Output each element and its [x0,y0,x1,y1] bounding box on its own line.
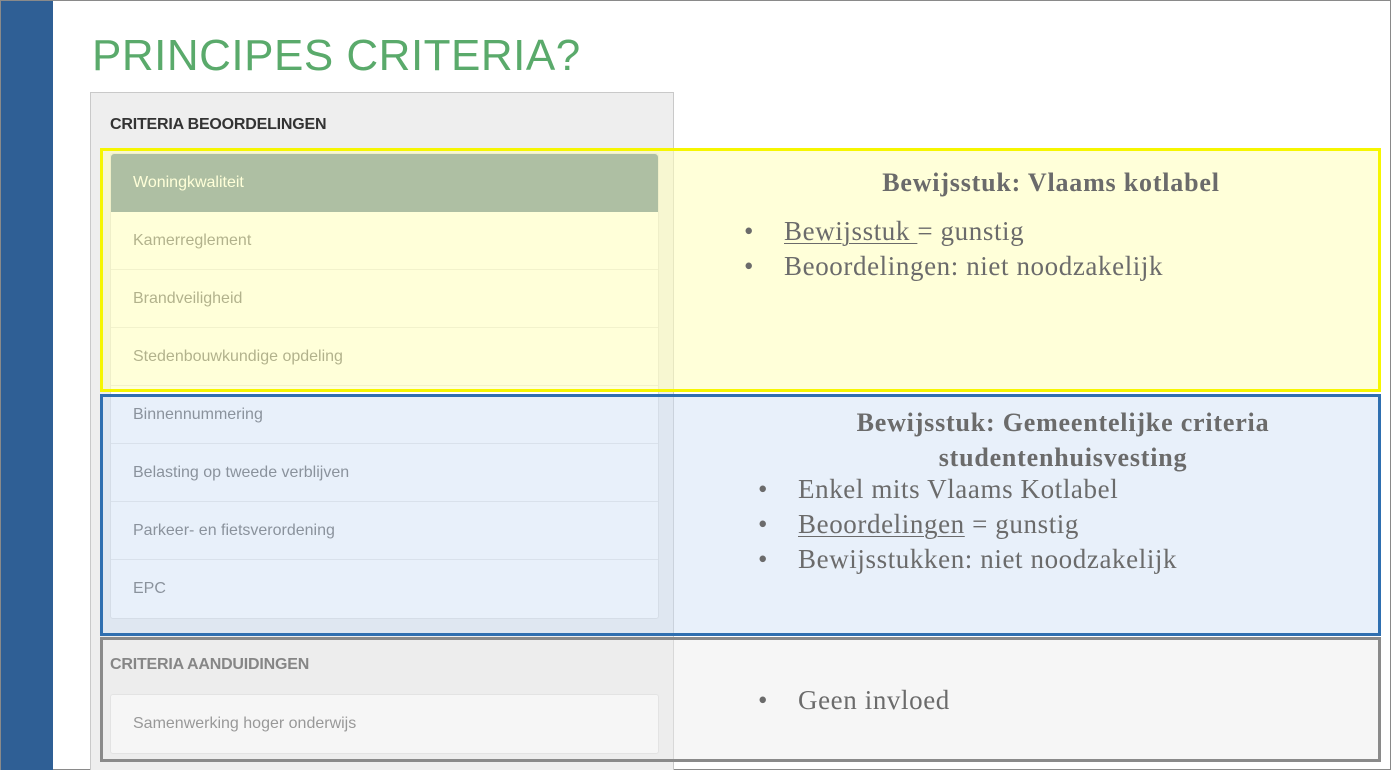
kotlabel-note-title: Bewijsstuk: Vlaams kotlabel [882,168,1220,197]
list-item-samenwerking-hoger-onderwijs[interactable]: Samenwerking hoger onderwijs [133,715,357,732]
gemeentelijke-criteria-bullets [758,472,1177,577]
bullet-item [744,249,1163,284]
bullet-text: Beoordelingen: niet noodzakelijk [784,251,1164,281]
bullet-text: Geen invloed [798,685,950,715]
highlight-box-gray [100,637,1381,762]
bullet-icon: • [744,216,755,246]
bullet-item [744,214,1163,249]
note-title-line: Bewijsstuk: Gemeentelijke criteria [856,408,1270,437]
slide-title: PRINCIPES CRITERIA? [92,31,581,80]
bullet-text: Enkel mits Vlaams Kotlabel [798,474,1119,504]
bullet-icon: • [758,509,769,539]
bullet-underlined-text: Bewijsstuk [784,216,918,246]
gemeentelijke-criteria-note-title [763,405,1363,475]
list-item-binnennummering[interactable]: Binnennummering [111,386,658,444]
list-item-belasting-tweede-verblijven[interactable]: Belasting op tweede verblijven [111,444,658,502]
bullet-text: = gunstig [917,216,1025,246]
bullet-icon: • [758,474,769,504]
list-item-parkeer-fietsverordening[interactable]: Parkeer- en fietsverordening [111,502,658,560]
bullet-underlined-text: Beoordelingen [798,509,965,539]
kotlabel-bullets [744,214,1163,284]
aanduidingen-bullets [758,683,950,718]
criteria-aanduidingen-heading: CRITERIA AANDUIDINGEN [110,656,310,673]
list-item-epc[interactable]: EPC [133,580,166,597]
bullet-icon: • [758,544,769,574]
accent-bar [1,1,53,770]
bullet-item [758,542,1177,577]
criteria-beoordelingen-heading: CRITERIA BEOORDELINGEN [110,116,327,133]
bullet-icon: • [758,685,769,715]
bullet-text: = gunstig [964,509,1080,539]
bullet-item [758,683,950,718]
bullet-item [758,507,1177,542]
note-title-line: studentenhuisvesting [938,443,1188,472]
bullet-text: Bewijsstukken: niet noodzakelijk [798,544,1178,574]
bullet-icon: • [744,251,755,281]
bullet-item [758,472,1177,507]
